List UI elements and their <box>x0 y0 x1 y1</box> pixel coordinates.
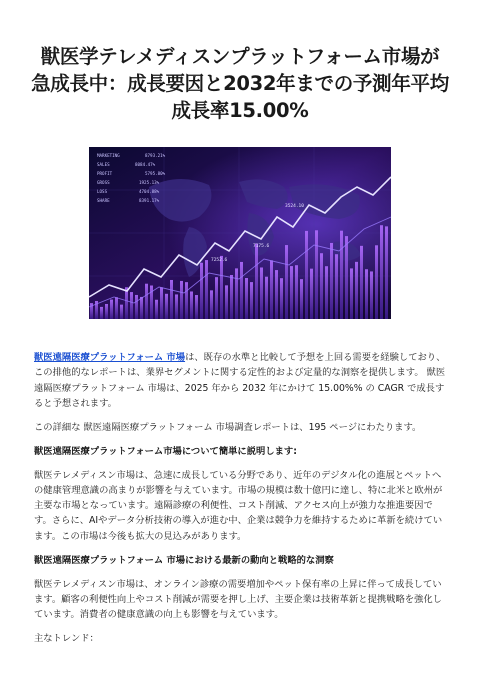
legend-value-1: 8084.47% <box>135 162 156 167</box>
page-title <box>30 43 450 124</box>
hero-decorative-bar <box>180 281 183 319</box>
hero-decorative-bar <box>255 244 258 319</box>
hero-decorative-bar <box>105 304 108 319</box>
hero-decorative-bar <box>285 245 288 319</box>
hero-decorative-bar <box>110 300 113 319</box>
hero-decorative-bar <box>370 271 373 319</box>
hero-decorative-bar <box>300 279 303 319</box>
legend-label-2: PROFIT <box>97 171 113 176</box>
hero-decorative-bar <box>145 284 148 319</box>
hero-decorative-bar <box>330 243 333 319</box>
hero-decorative-bar <box>140 297 143 319</box>
hero-decorative-bar <box>230 275 233 319</box>
trends-label: 主なトレンド： <box>34 633 99 645</box>
legend-value-0: 8793.21% <box>145 153 166 158</box>
hero-decorative-bar <box>385 226 388 319</box>
hero-decorative-bar <box>280 278 283 319</box>
hero-decorative-bar <box>335 254 338 319</box>
hero-decorative-bar <box>365 269 368 319</box>
hero-decorative-bar <box>185 282 188 319</box>
hero-decorative-bar <box>275 270 278 319</box>
hero-decorative-bar <box>305 231 308 319</box>
hero-decorative-bar <box>310 269 313 319</box>
hero-decorative-bar <box>205 260 208 319</box>
section-2-heading: 獣医遠隔医療プラットフォーム 市場における最新の動向と戦略的な洞察 <box>34 554 334 566</box>
legend-value-4: 4704.88% <box>139 189 160 194</box>
hero-decorative-bar <box>100 307 103 319</box>
title-line-1: 獣医学テレメディスンプラットフォーム市場が <box>40 45 440 69</box>
hero-decorative-bar <box>215 277 218 319</box>
legend-label-5: SHARE <box>97 198 110 203</box>
chart-annotation-1: 7252.6 <box>211 258 228 263</box>
hero-decorative-bar <box>235 268 238 319</box>
hero-decorative-bar <box>150 286 153 319</box>
hero-decorative-bar <box>355 262 358 319</box>
hero-decorative-bar <box>250 282 253 319</box>
legend-value-3: 1925.13% <box>139 180 160 185</box>
hero-decorative-bar <box>325 266 328 319</box>
hero-decorative-bar <box>200 263 203 319</box>
legend-label-4: LOSS <box>97 189 108 194</box>
hero-decorative-bar <box>125 287 128 319</box>
hero-decorative-bar <box>320 253 323 319</box>
hero-decorative-bar <box>245 278 248 319</box>
hero-decorative-bar <box>175 294 178 319</box>
chart-annotation-0: 3524.10 <box>285 204 304 209</box>
hero-decorative-bar <box>345 236 348 319</box>
legend-value-2: 5795.80% <box>145 171 166 176</box>
hero-decorative-bar <box>360 246 363 319</box>
title-line-2: 急成長中：成長要因と2032年までの予測年平均 <box>31 72 449 96</box>
hero-image <box>89 147 391 319</box>
hero-decorative-bar <box>165 294 168 319</box>
hero-decorative-bar <box>160 287 163 319</box>
pages-note: この詳細な 獣医遠隔医療プラットフォーム 市場調査レポートは、195 ページにわたります。 <box>34 421 422 433</box>
hero-decorative-bar <box>225 285 228 319</box>
hero-decorative-bar <box>170 280 173 319</box>
intro-paragraph <box>34 350 446 411</box>
title-line-3: 成長率15.00% <box>171 99 309 123</box>
legend-label-3: GROSS <box>97 180 110 185</box>
hero-decorative-bar <box>295 265 298 319</box>
market-report-link[interactable]: 獣医遠隔医療プラットフォーム 市場 <box>34 352 186 363</box>
legend-label-0: MARKETING <box>97 153 120 158</box>
hero-decorative-bar <box>190 291 193 319</box>
hero-decorative-bar <box>260 267 263 319</box>
hero-decorative-bar <box>115 297 118 319</box>
article-body <box>34 350 446 655</box>
hero-decorative-bar <box>340 231 343 319</box>
legend-label-1: SALES <box>97 162 110 167</box>
legend-value-5: 8391.17% <box>139 198 160 203</box>
hero-decorative-bar <box>315 230 318 319</box>
hero-decorative-bar <box>135 295 138 319</box>
hero-decorative-bar <box>290 266 293 319</box>
hero-decorative-bar <box>240 262 243 319</box>
section-1-paragraph: 獣医テレメディスン市場は、急速に成長している分野であり、近年のデジタル化の進展とペットへの健康管理意識の高まりが影響を与えています。市場の規模は数十億円に達し、特に北米と欧州が主要な市場となっています。遠隔診療の利便性、コスト削減、アクセス向上が強力な推進要因です。さらに、AIやデータ分析技術の導入が進む中、企業は競争力を維持するために革新を続けています。この市場は今後も拡大の見込みがあります。 <box>34 469 443 542</box>
financial-chart-world-map-image <box>89 147 391 319</box>
hero-decorative-bar <box>130 292 133 319</box>
hero-decorative-bar <box>195 295 198 319</box>
section-2-paragraph: 獣医テレメディスン市場は、オンライン診療の需要増加やペット保有率の上昇に伴って成長しています。顧客の利便性向上やコスト削減が需要を押し上げ、主要企業は技術革新と提携戦略を強化しています。消費者の健康意識の向上も影響を与えています。 <box>34 578 442 621</box>
section-1-heading: 獣医遠隔医療プラットフォーム市場について簡単に説明します: <box>34 445 297 457</box>
hero-decorative-bar <box>265 277 268 319</box>
hero-decorative-bar <box>375 245 378 319</box>
hero-decorative-bar <box>270 260 273 319</box>
chart-annotation-2: 7175.6 <box>253 244 270 249</box>
hero-decorative-bar <box>210 290 213 319</box>
intro-text: は、既存の水準と比較して予想を上回る需要を経験しており、この排他的なレポートは、業界セグメントに関する定性的および定量的な洞察を提供します。 獣医遠隔医療プラットフォーム 市場は、2025 年から 2032 年にかけて 15.00%% の CAGR で成長すると予想されます。 <box>34 352 446 409</box>
hero-decorative-bar <box>120 305 123 319</box>
hero-decorative-bar <box>220 256 223 319</box>
hero-decorative-bar <box>155 300 158 319</box>
hero-decorative-bar <box>380 225 383 319</box>
hero-decorative-bar <box>350 268 353 319</box>
